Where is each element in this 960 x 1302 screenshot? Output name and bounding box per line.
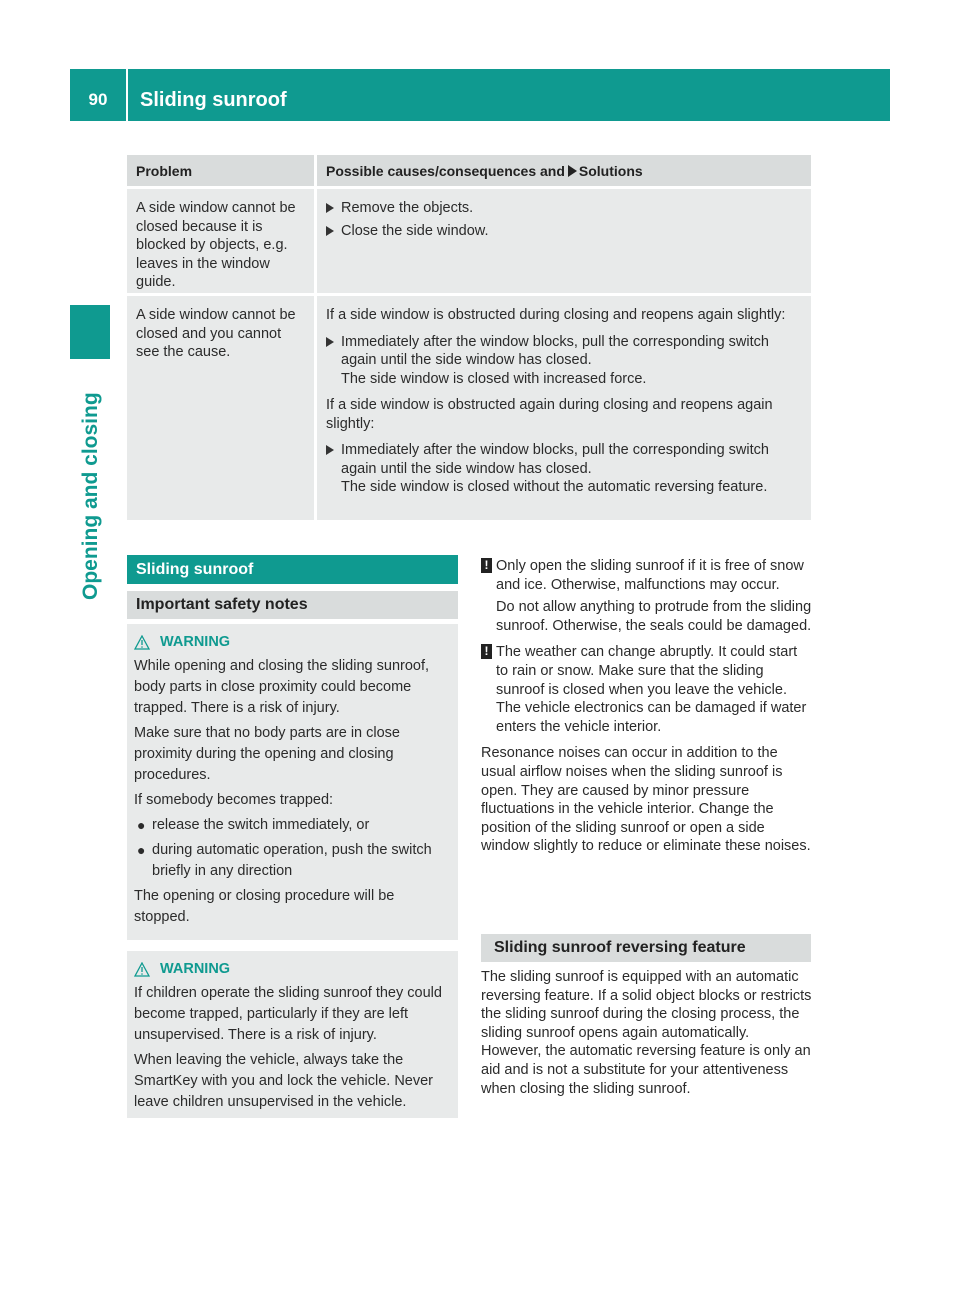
table-header-row	[127, 155, 811, 186]
exclamation-icon: !	[481, 644, 492, 659]
list-item: ● during automatic operation, push the switch briefly in any direction	[137, 842, 432, 879]
action-arrow-icon	[326, 226, 334, 236]
warning-heading: WARNING	[134, 632, 450, 653]
table-cell-solution: If a side window is obstructed during closing and reopens again slightly: Immediately after the window blocks, pull the corresponding switch again until the side window has closed. The side window is closed with increased force. If a side window is obstructed again during closing and reopens again slightly: Immediately after the window blocks, pull the corresponding switch again until the side window has closed. The side window is closed without the automatic reversing feature.	[314, 296, 811, 520]
table-cell-problem: A side window cannot be closed because it is blocked by objects, e.g. leaves in the window guide.	[136, 200, 296, 290]
warning-triangle-icon	[134, 962, 150, 977]
action-step: Immediately after the window blocks, pull the corresponding switch again until the side window has closed. The side window is closed without the automatic reversing feature.	[326, 441, 805, 497]
body-paragraph: The sliding sunroof is equipped with an automatic reversing feature. If a solid object blocks or restricts the sliding sunroof during the closing process, the sliding sunroof opens again automatically. However, the automatic reversing feature is only an aid and is not a substitute for your attentiveness when closing the sliding sunroof.	[481, 969, 812, 1097]
action-arrow-icon	[326, 445, 334, 455]
list-item: ● release the switch immediately, or	[134, 815, 450, 836]
chapter-tab-marker	[70, 305, 110, 359]
table-header-problem: Problem	[136, 163, 193, 179]
warning-box: WARNING While opening and closing the sliding sunroof, body parts in close proximity could become trapped. There is a risk of injury. Make sure that no body parts are in close proximity during the opening and closing procedures. If somebody becomes trapped: ● release the switch immediately, or ● during automatic operation, push the switch briefly in any direction The opening or closing procedure will be stopped.	[127, 624, 458, 940]
table-row	[127, 189, 811, 293]
page-number: 90	[88, 90, 108, 109]
table-cell-solution	[314, 189, 811, 293]
warning-heading: WARNING	[134, 959, 450, 980]
action-step: Remove the objects.	[326, 199, 805, 218]
action-arrow-icon	[326, 337, 334, 347]
bullet-icon: ●	[137, 842, 146, 858]
action-arrow-icon	[326, 203, 334, 213]
subsection-title: Sliding sunroof reversing feature	[481, 934, 811, 962]
exclamation-icon: !	[481, 558, 492, 573]
subsection-title: Important safety notes	[127, 591, 458, 619]
bullet-icon: ●	[137, 817, 146, 833]
chapter-tab	[70, 365, 110, 605]
warning-box: WARNING If children operate the sliding sunroof they could become trapped, particularly if they are left unsupervised. There is a risk of injury. When leaving the vehicle, always take the SmartKey with you and lock the vehicle. Never leave children unsupervised in the vehicle.	[127, 951, 458, 1118]
section-title: Sliding sunroof	[127, 555, 458, 584]
right-column	[481, 557, 812, 864]
page-header	[70, 69, 890, 121]
header-separator	[126, 69, 128, 121]
note: ! Only open the sliding sunroof if it is free of snow and ice. Otherwise, malfunctions may occur. Do not allow anything to protrude from the sliding sunroof. Otherwise, the seals could be damaged.	[481, 557, 812, 635]
action-arrow-icon	[568, 165, 577, 177]
body-paragraph: Resonance noises can occur in addition to the usual airflow noises when the sliding sunroof is open. They are caused by minor pressure fluctuations in the vehicle interior. Change the position of the sliding sunroof or open a side window slightly to reduce or eliminate these noises.	[481, 745, 811, 855]
chapter-tab-label: Opening and closing	[79, 392, 102, 600]
table-header-solutions: Possible causes/consequences and Solutions	[314, 155, 811, 186]
note: ! The weather can change abruptly. It could start to rain or snow. Make sure that the sliding sunroof is closed when you leave the vehicle. The vehicle electronics can be damaged if water enters the vehicle interior.	[481, 643, 812, 736]
warning-triangle-icon	[134, 635, 150, 650]
table-row	[127, 296, 811, 520]
action-step: Immediately after the window blocks, pull the corresponding switch again until the side window has closed. The side window is closed with increased force.	[326, 333, 805, 389]
action-step: Close the side window.	[326, 222, 805, 241]
page-title: Sliding sunroof	[140, 89, 287, 111]
table-cell-problem: A side window cannot be closed and you cannot see the cause.	[136, 307, 296, 360]
problem-solution-table	[127, 155, 811, 520]
